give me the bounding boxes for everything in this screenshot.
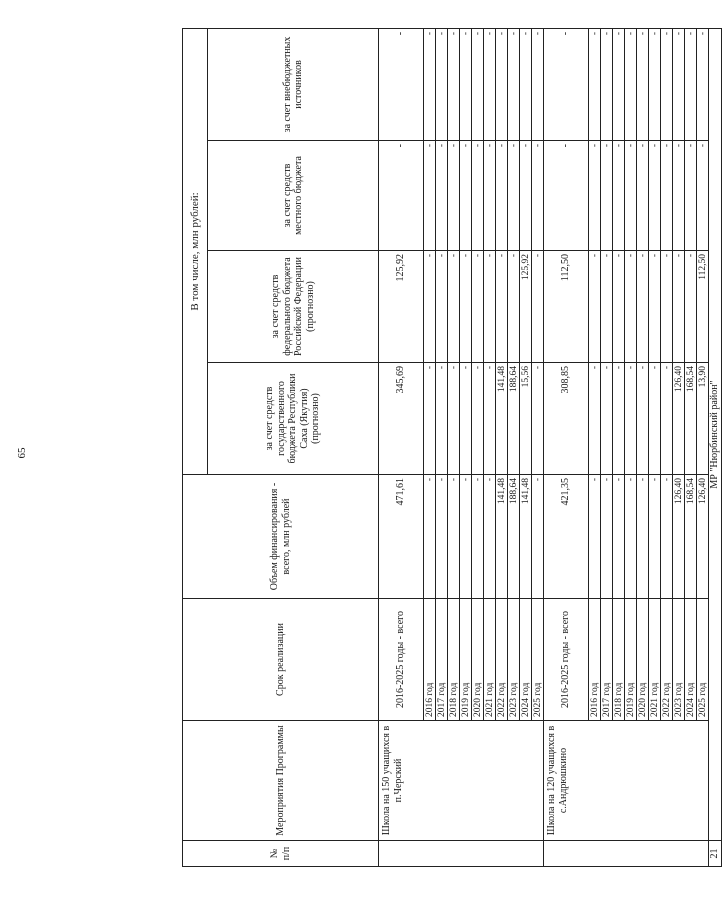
cell-local: - (484, 141, 496, 251)
cell-volume: 126,40 (673, 475, 685, 599)
cell-state: - (424, 363, 436, 475)
cell-volume: - (625, 475, 637, 599)
cell-extra: - (472, 28, 484, 140)
cell-extra: - (637, 28, 649, 140)
cell-num (544, 841, 709, 867)
header-event: Мероприятия Программы (183, 721, 379, 841)
cell-federal: 112,50 (697, 251, 709, 363)
cell-term: 2017 год (601, 599, 613, 721)
cell-local: - (532, 141, 544, 251)
cell-state: - (649, 363, 661, 475)
header-group: В том числе, млн рублей: (183, 28, 208, 474)
cell-term: 2025 год (697, 599, 709, 721)
cell-extra: - (424, 28, 436, 140)
cell-federal: - (484, 251, 496, 363)
cell-volume: - (589, 475, 601, 599)
cell-extra: - (379, 28, 424, 140)
cell-local: - (379, 141, 424, 251)
cell-extra: - (544, 28, 589, 140)
cell-local: - (613, 141, 625, 251)
cell-term: 2016 год (424, 599, 436, 721)
cell-term: 2019 год (460, 599, 472, 721)
cell-federal: - (685, 251, 697, 363)
cell-volume: - (460, 475, 472, 599)
cell-num (379, 841, 544, 867)
cell-term: 2024 год (685, 599, 697, 721)
cell-federal: - (436, 251, 448, 363)
cell-state: 13,90 (697, 363, 709, 475)
cell-federal: 125,92 (379, 251, 424, 363)
cell-state: - (532, 363, 544, 475)
cell-local: - (424, 141, 436, 251)
header-term: Срок реализации (183, 599, 379, 721)
cell-term: 2016-2025 годы - всего (544, 599, 589, 721)
cell-volume: 168,54 (685, 475, 697, 599)
cell-state: - (601, 363, 613, 475)
cell-extra: - (685, 28, 697, 140)
cell-state: - (613, 363, 625, 475)
cell-federal: - (448, 251, 460, 363)
cell-local: - (661, 141, 673, 251)
cell-local: - (448, 141, 460, 251)
cell-volume: 471,61 (379, 475, 424, 599)
cell-state: - (484, 363, 496, 475)
cell-local: - (508, 141, 520, 251)
cell-term: 2021 год (649, 599, 661, 721)
cell-local: - (625, 141, 637, 251)
cell-federal: - (508, 251, 520, 363)
cell-term: 2018 год (448, 599, 460, 721)
header-extra: за счет внебюджетных источников (208, 28, 379, 140)
cell-federal: - (532, 251, 544, 363)
cell-state: 15,56 (520, 363, 532, 475)
cell-local: - (520, 141, 532, 251)
cell-extra: - (649, 28, 661, 140)
cell-volume: 126,40 (697, 475, 709, 599)
cell-local: - (496, 141, 508, 251)
cell-state: 126,40 (673, 363, 685, 475)
cell-local: - (697, 141, 709, 251)
cell-term: 2016 год (589, 599, 601, 721)
cell-volume: - (448, 475, 460, 599)
cell-federal: - (673, 251, 685, 363)
cell-volume: - (637, 475, 649, 599)
table-row (544, 28, 589, 866)
cell-volume: 141,48 (520, 475, 532, 599)
cell-extra: - (520, 28, 532, 140)
cell-state: 168,54 (685, 363, 697, 475)
cell-extra: - (613, 28, 625, 140)
cell-local: - (460, 141, 472, 251)
cell-state: 188,64 (508, 363, 520, 475)
cell-federal: 112,50 (544, 251, 589, 363)
cell-local: - (472, 141, 484, 251)
cell-federal: - (649, 251, 661, 363)
cell-state: - (589, 363, 601, 475)
cell-extra: - (601, 28, 613, 140)
cell-term: 2022 год (661, 599, 673, 721)
cell-term: 2021 год (484, 599, 496, 721)
cell-extra: - (496, 28, 508, 140)
cell-term: 2020 год (637, 599, 649, 721)
cell-state: 141,48 (496, 363, 508, 475)
cell-term: 2025 год (532, 599, 544, 721)
landscape-table-area (182, 29, 721, 867)
region-title: МР "Нюрбинский район" (709, 28, 722, 840)
cell-local: - (601, 141, 613, 251)
cell-volume: - (424, 475, 436, 599)
cell-volume: - (472, 475, 484, 599)
cell-extra: - (673, 28, 685, 140)
cell-term: 2016-2025 годы - всего (379, 599, 424, 721)
table-row (379, 28, 424, 866)
cell-volume: 188,64 (508, 475, 520, 599)
cell-local: - (685, 141, 697, 251)
cell-volume: - (601, 475, 613, 599)
cell-term: 2023 год (508, 599, 520, 721)
cell-state: 308,85 (544, 363, 589, 475)
cell-state: - (460, 363, 472, 475)
cell-federal: - (637, 251, 649, 363)
cell-federal: - (460, 251, 472, 363)
cell-extra: - (460, 28, 472, 140)
cell-federal: - (601, 251, 613, 363)
cell-local: - (589, 141, 601, 251)
cell-term: 2024 год (520, 599, 532, 721)
financing-table (182, 28, 722, 867)
header-num: № п/п (183, 841, 379, 867)
cell-extra: - (661, 28, 673, 140)
cell-extra: - (532, 28, 544, 140)
cell-state: - (637, 363, 649, 475)
cell-volume: 421,35 (544, 475, 589, 599)
cell-extra: - (484, 28, 496, 140)
header-local: за счет средств местного бюджета (208, 141, 379, 251)
cell-local: - (436, 141, 448, 251)
region-row (709, 28, 722, 866)
cell-state: - (436, 363, 448, 475)
cell-volume: - (484, 475, 496, 599)
region-num: 21 (709, 841, 722, 867)
cell-volume: - (613, 475, 625, 599)
cell-term: 2023 год (673, 599, 685, 721)
cell-state: - (625, 363, 637, 475)
cell-term: 2017 год (436, 599, 448, 721)
cell-term: 2018 год (613, 599, 625, 721)
cell-extra: - (625, 28, 637, 140)
cell-extra: - (448, 28, 460, 140)
cell-term: 2019 год (625, 599, 637, 721)
cell-event: Школа на 150 учащихся в п.Черский (379, 721, 544, 841)
cell-federal: - (424, 251, 436, 363)
header-federal: за счет средств федерального бюджета Российской Федерации (прогнозно) (208, 251, 379, 363)
cell-federal: 125,92 (520, 251, 532, 363)
cell-federal: - (661, 251, 673, 363)
cell-local: - (673, 141, 685, 251)
cell-federal: - (472, 251, 484, 363)
cell-extra: - (589, 28, 601, 140)
header-state: за счет средств государственного бюджета Республики Саха (Якутия) (прогнозно) (208, 363, 379, 475)
cell-volume: - (649, 475, 661, 599)
cell-local: - (544, 141, 589, 251)
cell-local: - (637, 141, 649, 251)
cell-local: - (649, 141, 661, 251)
cell-extra: - (508, 28, 520, 140)
page-number: 65 (16, 447, 28, 459)
cell-state: - (661, 363, 673, 475)
cell-state: - (448, 363, 460, 475)
cell-term: 2020 год (472, 599, 484, 721)
table-body (379, 28, 722, 866)
cell-term: 2022 год (496, 599, 508, 721)
cell-state: - (472, 363, 484, 475)
header-volume: Объем финансирования - всего, млн рублей (183, 475, 379, 599)
cell-extra: - (436, 28, 448, 140)
cell-federal: - (589, 251, 601, 363)
cell-volume: - (532, 475, 544, 599)
cell-volume: 141,48 (496, 475, 508, 599)
cell-federal: - (613, 251, 625, 363)
cell-federal: - (625, 251, 637, 363)
cell-federal: - (496, 251, 508, 363)
cell-volume: - (661, 475, 673, 599)
cell-event: Школа на 120 учащихся в с.Андрюшкино (544, 721, 709, 841)
cell-volume: - (436, 475, 448, 599)
cell-state: 345,69 (379, 363, 424, 475)
cell-extra: - (697, 28, 709, 140)
